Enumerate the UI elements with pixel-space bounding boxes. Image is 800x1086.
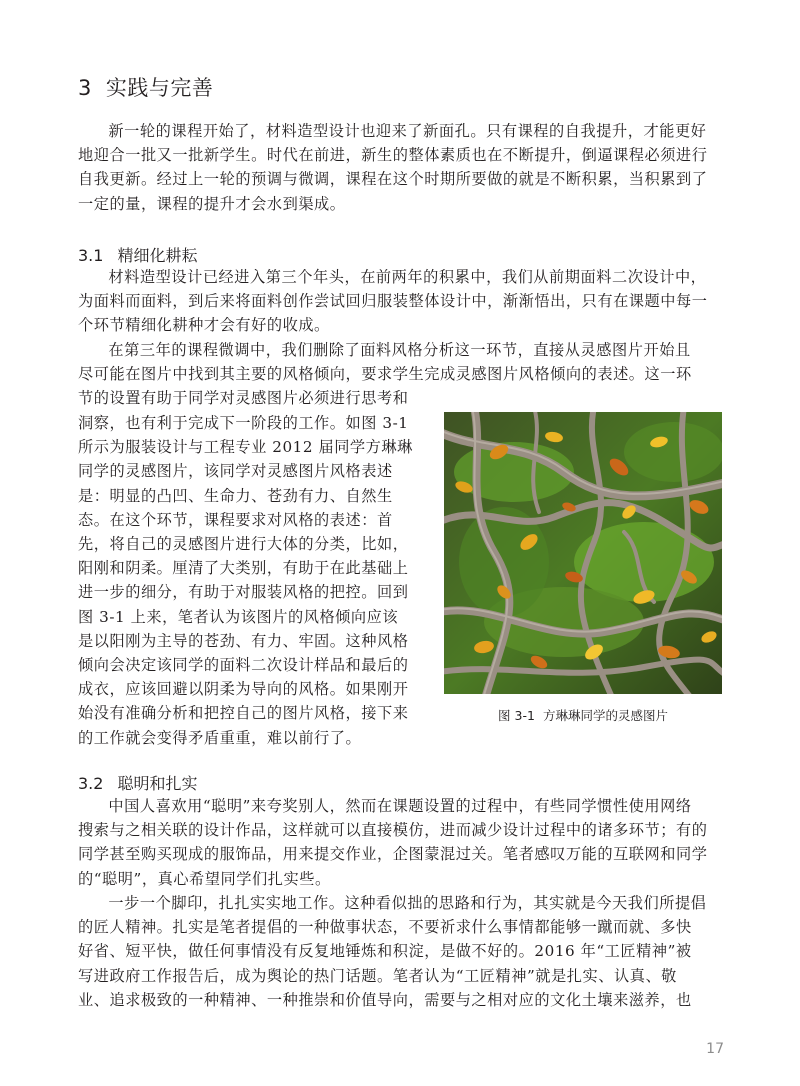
inspiration-photo (444, 412, 722, 694)
text-line: 一定的量，课程的提升才会水到渠成。 (78, 194, 346, 213)
text-line: 业、追求极致的一种精神、一种推崇和价值导向，需要与之相对应的文化土壤来滋养，也 (78, 990, 692, 1009)
text-line: 搜索与之相关联的设计作品，这样就可以直接模仿，进而减少设计过程中的诸多环节；有的 (78, 821, 708, 840)
section-number: 3 (78, 76, 92, 100)
text-line: 同学甚至购买现成的服饰品，用来提交作业，企图蒙混过关。笔者感叹万能的互联网和同学 (78, 845, 708, 864)
subsection-number: 3.2 (78, 774, 104, 793)
paragraph-3-1-b (78, 338, 721, 411)
text-line: 的“聪明”，真心希望同学们扎实些。 (78, 869, 331, 888)
text-line: 新一轮的课程开始了，材料造型设计也迎来了新面孔。只有课程的自我提升，才能更好 (108, 122, 707, 140)
figure-caption-text: 方琳琳同学的灵感图片 (542, 708, 668, 723)
text-line: 尽可能在图片中找到其主要的风格倾向，要求学生完成灵感图片风格倾向的表述。这一环 (78, 365, 692, 384)
text-line: 同学的灵感图片，该同学对灵感图片风格表述 (78, 462, 393, 481)
text-line: 一步一个脚印，扎扎实实地工作。这种看似拙的思路和行为，其实就是今天我们所提倡 (108, 894, 707, 912)
text-line: 在第三年的课程微调中，我们删除了面料风格分析这一环节，直接从灵感图片开始且 (108, 341, 691, 359)
section-title: 实践与完善 (105, 76, 214, 100)
section-heading (78, 72, 213, 102)
subsection-heading-3-2 (78, 771, 197, 794)
intro-paragraph (78, 119, 721, 216)
text-line: 态。在这个环节，课程要求对风格的表述：首 (78, 510, 393, 529)
text-line: 地迎合一批又一批新学生。时代在前进，新生的整体素质也在不断提升，倒逼课程必须进行 (78, 146, 708, 165)
figure-number: 图 3-1 (498, 708, 535, 723)
text-line: 个环节精细化耕种才会有好的收成。 (78, 316, 330, 335)
text-line: 阳刚和阴柔。厘清了大类别，有助于在此基础上 (78, 559, 409, 578)
text-line: 洞察，也有利于完成下一阶段的工作。如图 3-1 (78, 414, 409, 432)
text-line: 是以阳刚为主导的苍劲、有力、牢固。这种风格 (78, 631, 409, 650)
text-line: 的工作就会变得矛盾重重，难以前行了。 (78, 728, 362, 747)
roots-and-leaves-illustration (444, 412, 722, 694)
text-line: 好省、短平快，做任何事情没有反复地锤炼和积淀，是做不好的。2016 年“工匠精神”被 (78, 942, 692, 961)
paragraph-3-1-a (78, 265, 721, 338)
text-line: 写进政府工作报告后，成为舆论的热门话题。笔者认为“工匠精神”就是扎实、认真、敬 (78, 966, 677, 985)
text-line: 自我更新。经过上一轮的预调与微调，课程在这个时期所要做的就是不断积累，当积累到了 (78, 170, 708, 189)
text-line: 所示为服装设计与工程专业 2012 届同学方琳琳 (78, 438, 413, 457)
page-number: 17 (706, 1041, 724, 1057)
subsection-number: 3.1 (78, 246, 104, 265)
paragraph-3-1-b-wrapped (78, 411, 430, 750)
paragraph-3-2-a (78, 794, 721, 891)
subsection-heading-3-1 (78, 243, 197, 266)
text-line: 是：明显的凸凹、生命力、苍劲有力、自然生 (78, 486, 393, 505)
text-line: 节的设置有助于同学对灵感图片必须进行思考和 (78, 389, 409, 408)
text-line: 倾向会决定该同学的面料二次设计样品和最后的 (78, 656, 409, 675)
text-line: 图 3-1 上来，笔者认为该图片的风格倾向应该 (78, 607, 399, 626)
paragraph-3-2-b (78, 891, 721, 1012)
text-line: 材料造型设计已经进入第三个年头，在前两年的积累中，我们从前期面料二次设计中， (108, 268, 707, 286)
text-line: 中国人喜欢用“聪明”来夸奖别人，然而在课题设置的过程中，有些同学惯性使用网络 (108, 797, 692, 815)
subsection-title: 聪明和扎实 (117, 774, 198, 793)
text-line: 成衣，应该回避以阴柔为导向的风格。如果刚开 (78, 680, 409, 699)
figure-caption (444, 706, 722, 724)
text-line: 先，将自己的灵感图片进行大体的分类，比如， (78, 535, 409, 554)
subsection-title: 精细化耕耘 (117, 246, 198, 265)
text-line: 始没有准确分析和把控自己的图片风格，接下来 (78, 704, 409, 723)
text-line: 进一步的细分，有助于对服装风格的把控。回到 (78, 583, 409, 602)
text-line: 的匠人精神。扎实是笔者提倡的一种做事状态，不要祈求什么事情都能够一蹴而就、多快 (78, 918, 692, 937)
text-line: 为面料而面料，到后来将面料创作尝试回归服装整体设计中，渐渐悟出，只有在课题中每一 (78, 292, 708, 311)
